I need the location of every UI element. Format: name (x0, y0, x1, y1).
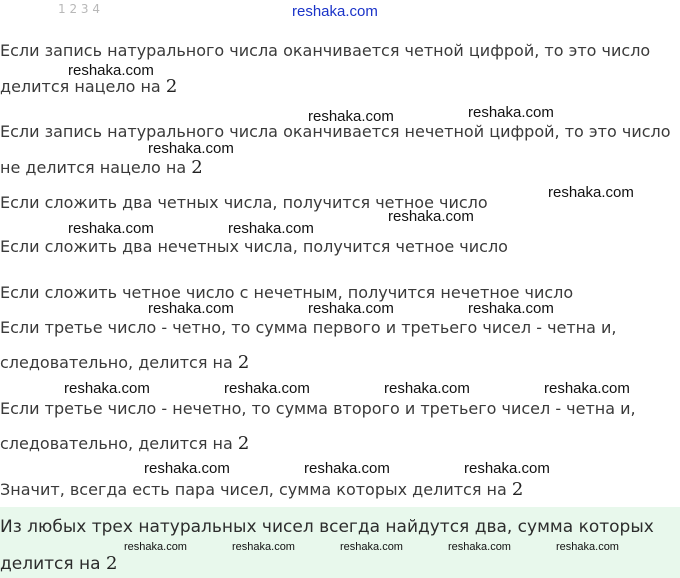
statement-odd-digit-line1: Если запись натурального числа оканчивается нечетной цифрой, то это число (0, 122, 671, 141)
statement-even-digit-line1: Если запись натурального числа оканчивается четной цифрой, то это число (0, 41, 651, 60)
conclusion-line1: Из любых трех натуральных чисел всегда найдутся два, сумма которых (0, 517, 654, 537)
watermark: reshaka.com (544, 380, 630, 397)
watermark: reshaka.com (232, 541, 295, 553)
watermark: reshaka.com (68, 62, 154, 79)
statement-even-digit-line2 (0, 77, 177, 97)
number-two: 2 (191, 157, 203, 178)
statement-third-odd-line2 (0, 434, 249, 454)
statement-third-even-line1: Если третье число - четно, то сумма первого и третьего чисел - четна и, (0, 318, 617, 337)
statement-always-pair (0, 480, 523, 500)
watermark: reshaka.com (124, 541, 187, 553)
watermark: reshaka.com (556, 541, 619, 553)
number-two: 2 (105, 553, 118, 574)
statement-text: следовательно, делится на (0, 434, 238, 453)
watermark: reshaka.com (144, 460, 230, 477)
watermark: reshaka.com (308, 300, 394, 317)
number-two: 2 (237, 352, 250, 373)
statement-text: делится нацело на (0, 77, 166, 96)
statement-third-odd-line1: Если третье число - нечетно, то сумма второго и третьего чисел - четна и, (0, 399, 636, 418)
watermark: reshaka.com (304, 460, 390, 477)
statement-sum-two-odd: Если сложить два нечетных числа, получится четное число (0, 237, 508, 256)
watermark-top: reshaka.com (292, 3, 378, 20)
statement-odd-digit-line2 (0, 158, 203, 178)
statement-sum-two-even: Если сложить два четных числа, получится четное число (0, 193, 488, 212)
watermark: reshaka.com (388, 208, 474, 225)
statement-text: Значит, всегда есть пара чисел, сумма которых делится на (0, 480, 512, 499)
conclusion-text: делится на (0, 554, 106, 574)
faded-header-text: 1 2 3 4 (58, 2, 100, 16)
number-two: 2 (511, 479, 524, 500)
statement-text: не делится нацело на (0, 158, 192, 177)
watermark: reshaka.com (228, 220, 314, 237)
conclusion-line2 (0, 553, 117, 575)
watermark: reshaka.com (340, 541, 403, 553)
number-two: 2 (237, 433, 250, 454)
watermark: reshaka.com (468, 104, 554, 121)
number-two: 2 (165, 76, 178, 97)
watermark: reshaka.com (64, 380, 150, 397)
watermark: reshaka.com (384, 380, 470, 397)
watermark: reshaka.com (548, 184, 634, 201)
watermark: reshaka.com (464, 460, 550, 477)
watermark: reshaka.com (308, 108, 394, 125)
watermark: reshaka.com (68, 220, 154, 237)
watermark: reshaka.com (148, 140, 234, 157)
watermark: reshaka.com (224, 380, 310, 397)
watermark: reshaka.com (148, 300, 234, 317)
watermark: reshaka.com (468, 300, 554, 317)
watermark: reshaka.com (448, 541, 511, 553)
statement-text: следовательно, делится на (0, 353, 238, 372)
statement-third-even-line2 (0, 353, 249, 373)
statement-sum-even-odd: Если сложить четное число с нечетным, получится нечетное число (0, 283, 574, 302)
